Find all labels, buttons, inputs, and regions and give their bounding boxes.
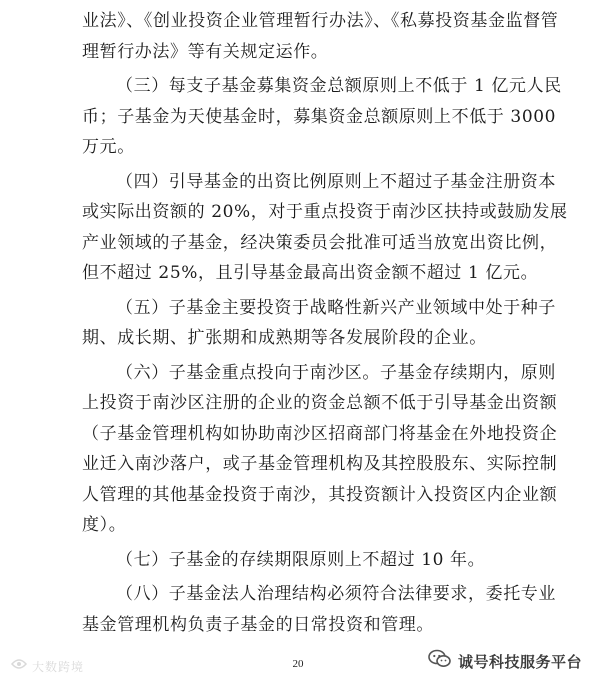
text-line: 币；子基金为天使基金时，募集资金总额原则上不低于 3000 [82, 106, 557, 127]
text-line: 上投资于南沙区注册的企业的资金总额不低于引导基金出资额 [82, 393, 558, 413]
text-line: 理暂行办法》等有关规定运作。 [82, 41, 329, 62]
text-line: 业法》、《创业投资企业管理暂行办法》、《私募投资基金监督管 [82, 11, 559, 31]
text-line: 业迁入南沙落户，或子基金管理机构及其控股股东、实际控制 [82, 454, 558, 474]
text-line: （子基金管理机构如协助南沙区招商部门将基金在外地投资企 [82, 423, 558, 444]
body-text [82, 6, 568, 640]
text-line: （七）子基金的存续期限原则上不超过 10 年。 [116, 549, 486, 570]
paragraph [82, 545, 522, 576]
watermark-left [10, 657, 84, 675]
paragraph [82, 71, 562, 163]
watermark-right-text: 诚号科技服务平台 [457, 652, 582, 671]
text-line: 度）。 [82, 515, 127, 535]
text-line: （三）每支子基金募集资金总额原则上不低于 1 亿元人民 [116, 76, 562, 96]
text-line: 万元。 [82, 137, 135, 157]
text-line: 期、成长期、扩张期和成熟期等各发展阶段的企业。 [82, 328, 487, 348]
page-number: 20 [292, 658, 304, 670]
text-line: 基金管理机构负责子基金的日常投资和管理。 [82, 614, 434, 635]
text-line: 人管理的其他基金投资于南沙，其投资额计入投资区内企业额 [82, 484, 558, 505]
wechat-icon [428, 649, 452, 673]
text-line: 但不超过 25%，且引导基金最高出资金额不超过 1 亿元。 [82, 263, 539, 283]
text-line: 产业领域的子基金，经决策委员会批准可适当放宽出资比例， [82, 232, 558, 253]
logo-icon [10, 656, 28, 676]
text-line: （八）子基金法人治理结构必须符合法律要求，委托专业 [116, 584, 556, 604]
text-line: 或实际出资额的 20%，对于重点投资于南沙区扶持或鼓励发展 [82, 202, 568, 222]
paragraph [82, 6, 559, 67]
paragraph [82, 358, 558, 541]
watermark-left-text: 大数跨境 [32, 659, 85, 674]
text-line: （六）子基金重点投向于南沙区。子基金存续期内，原则 [116, 362, 556, 383]
text-line: （四）引导基金的出资比例原则上不超过子基金注册资本 [116, 171, 556, 192]
watermark-right [428, 649, 582, 673]
paragraph [82, 293, 556, 354]
paragraph [82, 167, 568, 289]
text-line: （五）子基金主要投资于战略性新兴产业领域中处于种子 [116, 297, 556, 318]
paragraph [82, 579, 556, 640]
